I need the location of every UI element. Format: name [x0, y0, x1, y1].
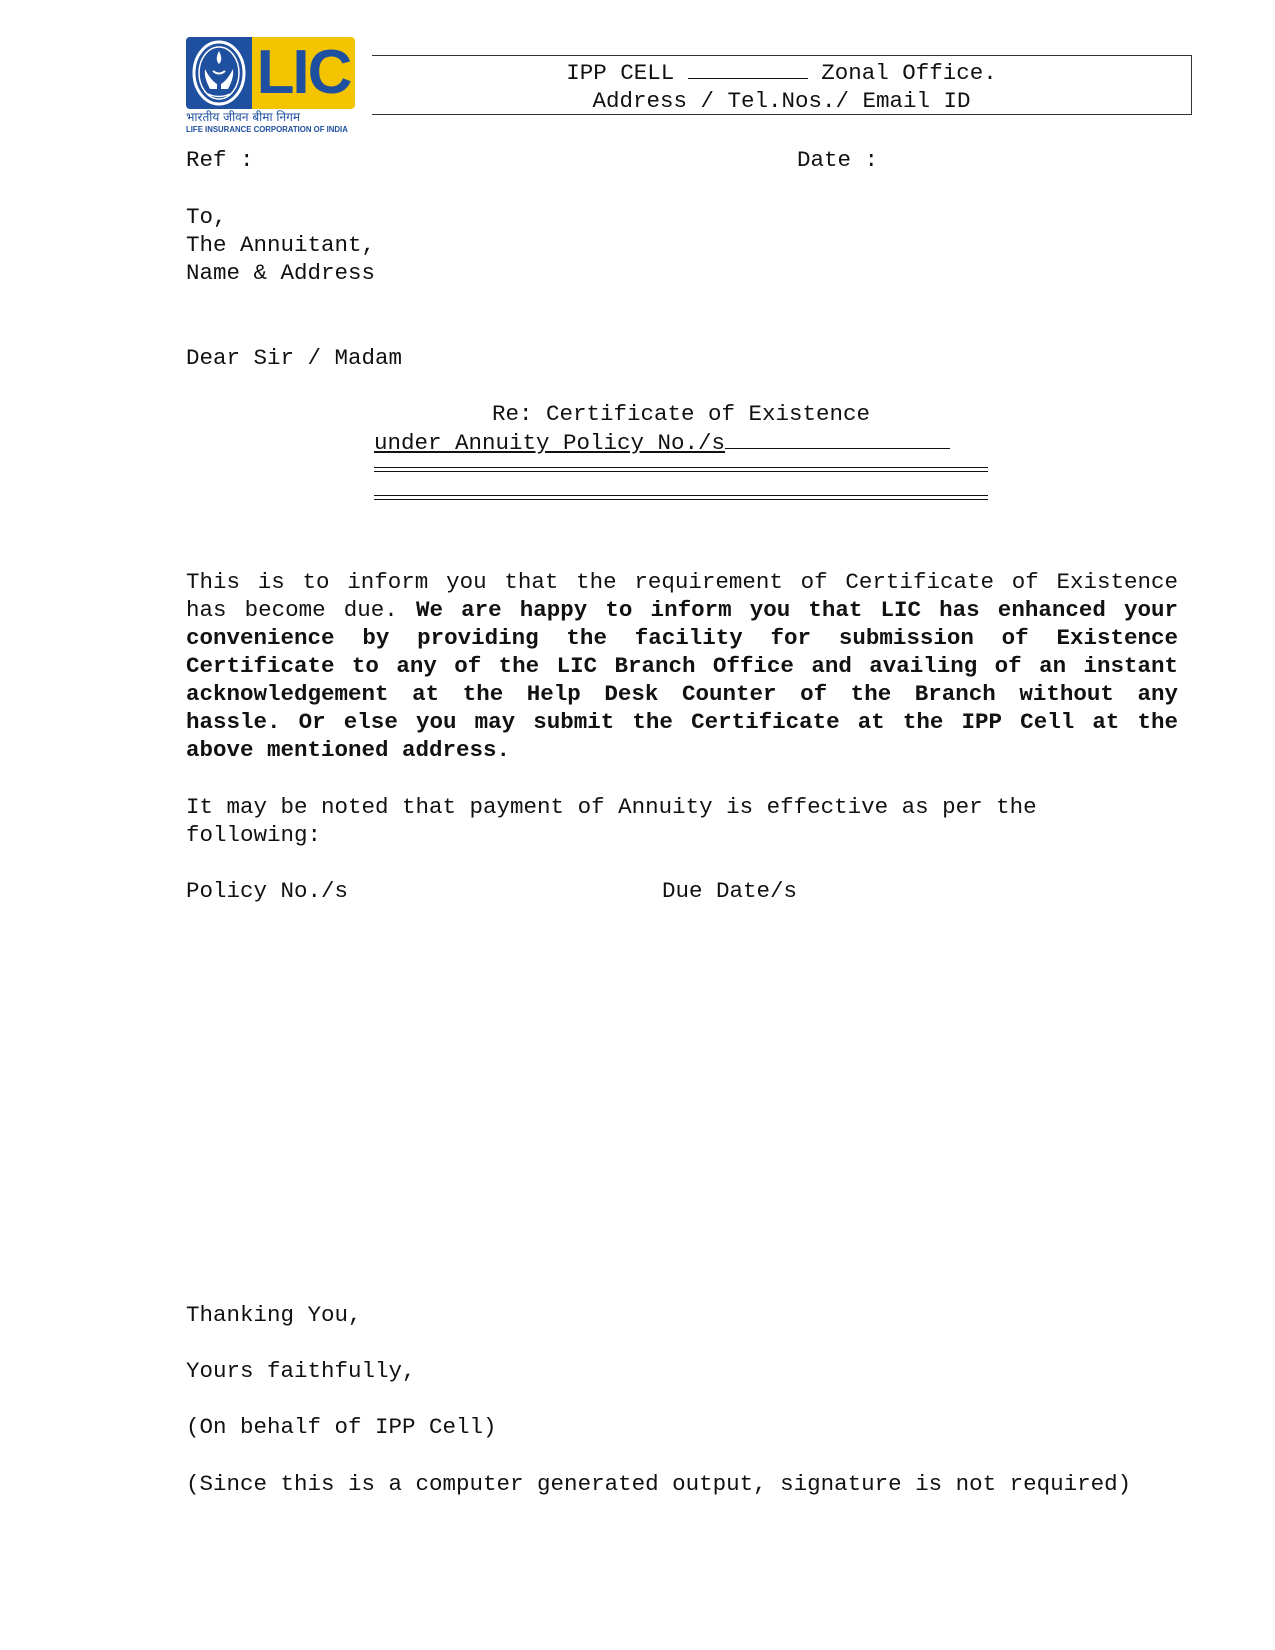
address-to: To,	[186, 204, 227, 230]
body-paragraph-1	[186, 568, 1178, 764]
policy-blank-line-2	[374, 495, 988, 500]
letterhead-box	[372, 55, 1192, 115]
subject-policy-line	[374, 428, 950, 457]
signature-note: (Since this is a computer generated output, signature is not required)	[186, 1471, 1132, 1497]
body-paragraph-2: It may be noted that payment of Annuity is effective as per the following:	[186, 794, 1037, 848]
date-label: Date :	[797, 147, 879, 173]
logo-hindi-name: भारतीय जीवन बीमा निगम	[186, 110, 301, 124]
ref-label: Ref :	[186, 147, 254, 173]
para1-normal: This is to inform you that the requirement of Certificate of Existence has become due.	[186, 569, 1178, 623]
policy-number-blank	[725, 428, 950, 449]
zone-blank	[688, 60, 808, 79]
salutation: Dear Sir / Madam	[186, 345, 403, 371]
logo-english-name: LIFE INSURANCE CORPORATION OF INDIA	[186, 125, 348, 134]
logo-blue-panel	[186, 37, 252, 109]
address-name: Name & Address	[186, 260, 376, 286]
ipp-cell-label: IPP CELL	[566, 60, 675, 86]
logo-emblem	[186, 37, 355, 109]
hands-lamp-icon	[186, 37, 252, 109]
closing-behalf: (On behalf of IPP Cell)	[186, 1414, 497, 1440]
subject-policy-text: under Annuity Policy No./s	[374, 430, 726, 456]
subject-title: Re: Certificate of Existence	[491, 401, 871, 427]
address-recipient: The Annuitant,	[186, 232, 376, 258]
closing-yours: Yours faithfully,	[186, 1358, 416, 1384]
policy-blank-line-1	[374, 467, 988, 472]
due-date-column-header: Due Date/s	[662, 878, 798, 904]
letterhead-office-line	[372, 59, 1191, 87]
letterhead-contact-line: Address / Tel.Nos./ Email ID	[592, 88, 971, 114]
para1-bold: We are happy to inform you that LIC has enhanced your convenience by providing the facility for submission of Existence Certificate to any of the LIC Branch Office and availing of an instant acknowledgement at the Help Desk Counter of the Branch without any hassle. Or else you may submit the Certificate at the IPP Cell at the above mentioned address.	[186, 597, 1178, 763]
lic-logo	[186, 37, 358, 133]
zonal-office-label: Zonal Office.	[821, 60, 997, 86]
recipient-address	[186, 203, 375, 287]
logo-wordmark: LIC	[256, 38, 351, 107]
closing-thanks: Thanking You,	[186, 1302, 362, 1328]
policy-column-header: Policy No./s	[186, 878, 349, 904]
